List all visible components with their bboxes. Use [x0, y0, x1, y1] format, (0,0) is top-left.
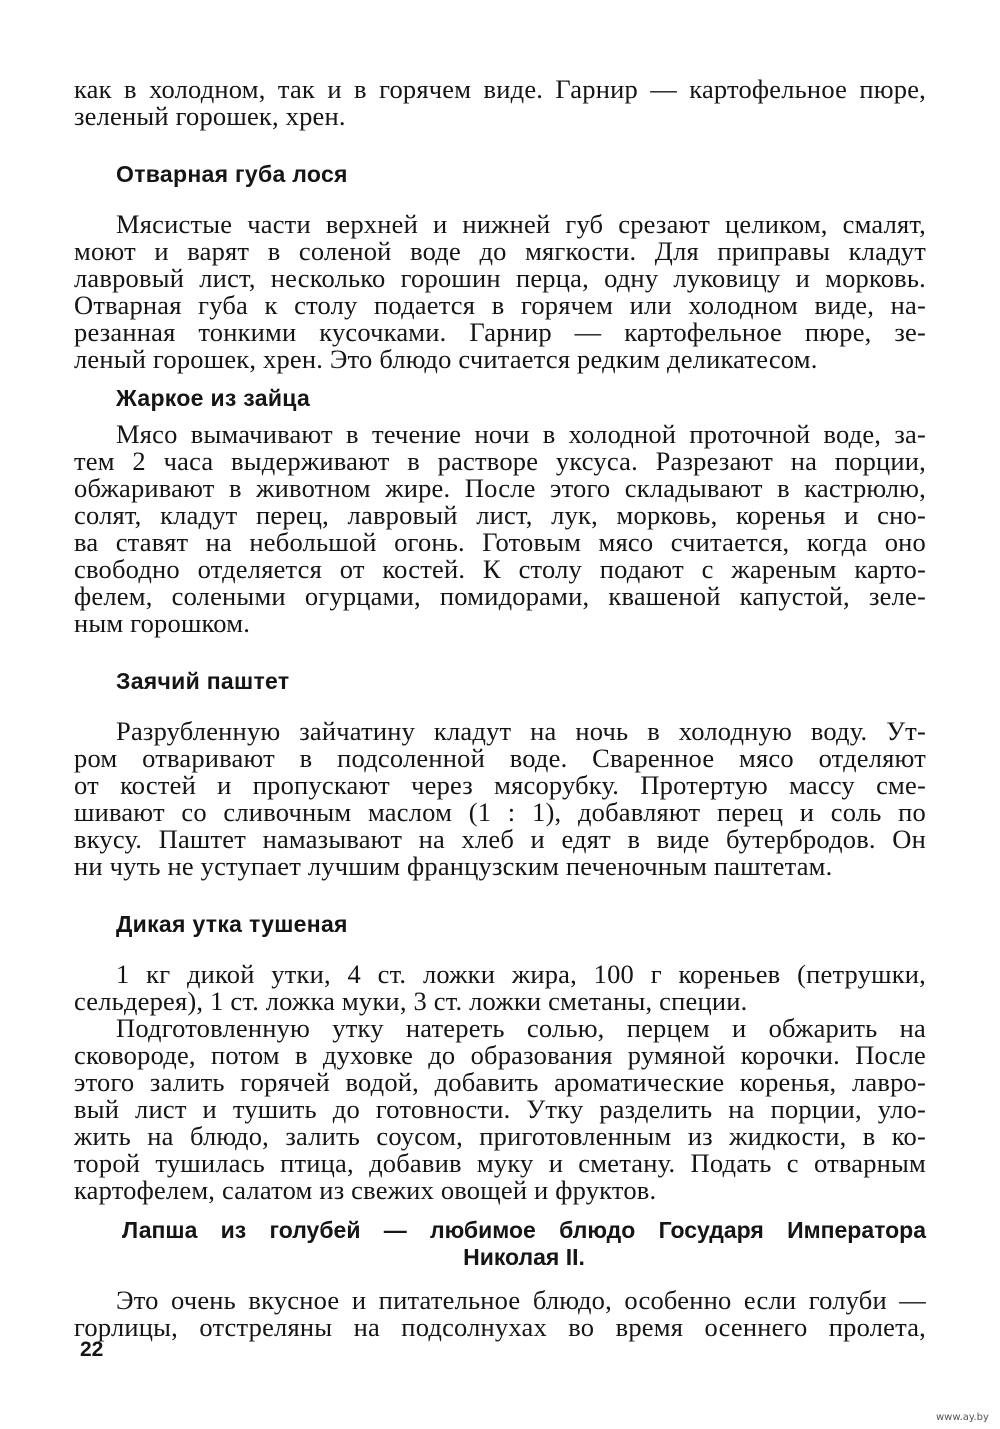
text-line: от костей и пропускают через мясорубку. Протертую массу сме-	[74, 770, 926, 800]
recipe-title-duck: Дикая утка тушеная	[116, 911, 348, 937]
recipe-title-hare-roast: Жаркое из зайца	[116, 385, 311, 411]
text-line: этого залить горячей водой, добавить ароматические коренья, лавро-	[74, 1067, 926, 1097]
text-line: моют и варят в соленой воде до мягкости. Для приправы кладут	[74, 236, 926, 266]
text-line: ром отваривают в подсоленной воде. Сваренное мясо отделяют	[74, 743, 926, 773]
text-line: вкусу. Паштет намазывают на хлеб и едят в виде бутербродов. Он	[74, 824, 926, 854]
recipe-ingredients-duck	[74, 961, 926, 1015]
text-line: вый лист и тушить до готовности. Утку разделить на порции, уло-	[74, 1094, 926, 1124]
text-line: ва ставят на небольшой огонь. Готовым мясо считается, когда оно	[74, 527, 926, 557]
text-line: сельдерея), 1 ст. ложка муки, 3 ст. ложки сметаны, специи.	[74, 986, 748, 1016]
text-line: леный горошек, хрен. Это блюдо считается редким деликатесом.	[74, 344, 818, 374]
recipe-text-duck	[74, 1015, 926, 1204]
text-line: резанная тонкими кусочками. Гарнир — картофельное пюре, зе-	[74, 317, 926, 347]
text-line: торой тушилась птица, добавив муку и сметану. Подать с отварным	[74, 1148, 926, 1178]
text-line: жить на блюдо, залить соусом, приготовленным из жидкости, в ко-	[74, 1121, 926, 1151]
text-line: солят, кладут перец, лавровый лист, лук, морковь, коренья и сно-	[74, 500, 926, 530]
text-line: картофелем, салатом из свежих овощей и фруктов.	[74, 1175, 657, 1205]
recipe-title-hare-pate: Заячий паштет	[116, 668, 290, 694]
text-line: Мясо вымачивают в течение ночи в холодной проточной воде, за-	[116, 419, 926, 449]
recipe-text-pigeon	[74, 1287, 926, 1341]
title-line: Николая II.	[463, 1244, 585, 1270]
text-line: шивают со сливочным маслом (1 : 1), добавляют перец и соль по	[74, 797, 926, 827]
text-line: сковороде, потом в духовке до образования румяной корочки. После	[74, 1040, 926, 1070]
recipe-text-moose	[74, 211, 926, 373]
text-line: фелем, солеными огурцами, помидорами, квашеной капустой, зеле-	[74, 581, 926, 611]
text-line: Мясистые части верхней и нижней губ срезают целиком, смалят,	[116, 209, 926, 239]
text-line: тем 2 часа выдерживают в растворе уксуса. Разрезают на порции,	[74, 446, 926, 476]
text-line: горлицы, отстреляны на подсолнухах во время осеннего пролета,	[74, 1312, 926, 1342]
text-line: Разрубленную зайчатину кладут на ночь в холодную воду. Ут-	[116, 716, 926, 746]
intro-paragraph	[74, 76, 926, 130]
text-line: обжаривают в животном жире. После этого складывают в кастрюлю,	[74, 473, 926, 503]
recipe-text-hare-pate	[74, 718, 926, 880]
text-line: Отварная губа к столу подается в горячем или холодном виде, на-	[74, 290, 926, 320]
text-line: Это очень вкусное и питательное блюдо, особенно если голуби —	[116, 1285, 926, 1315]
text-line: зеленый горошек, хрен.	[74, 101, 346, 131]
text-line: свободно отделяется от костей. К столу подают с жареным карто-	[74, 554, 926, 584]
page-number: 22	[80, 1338, 104, 1361]
text-line: как в холодном, так и в горячем виде. Гарнир — картофельное пюре,	[74, 74, 926, 104]
recipe-title-pigeon	[74, 1217, 926, 1271]
text-line: ни чуть не уступает лучшим французским печеночным паштетам.	[74, 851, 833, 881]
text-line: ным горошком.	[74, 608, 251, 638]
recipe-title-moose: Отварная губа лося	[116, 161, 348, 187]
watermark: www.ay.by	[936, 1412, 989, 1423]
title-line: Лапша из голубей — любимое блюдо Государя Императора	[122, 1217, 926, 1243]
recipe-text-hare-roast	[74, 421, 926, 637]
text-line: 1 кг дикой утки, 4 ст. ложки жира, 100 г кореньев (петрушки,	[116, 959, 926, 989]
page-body	[74, 72, 926, 1341]
text-line: лавровый лист, несколько горошин перца, одну луковицу и морковь.	[74, 263, 926, 293]
text-line: Подготовленную утку натереть солью, перцем и обжарить на	[116, 1013, 926, 1043]
